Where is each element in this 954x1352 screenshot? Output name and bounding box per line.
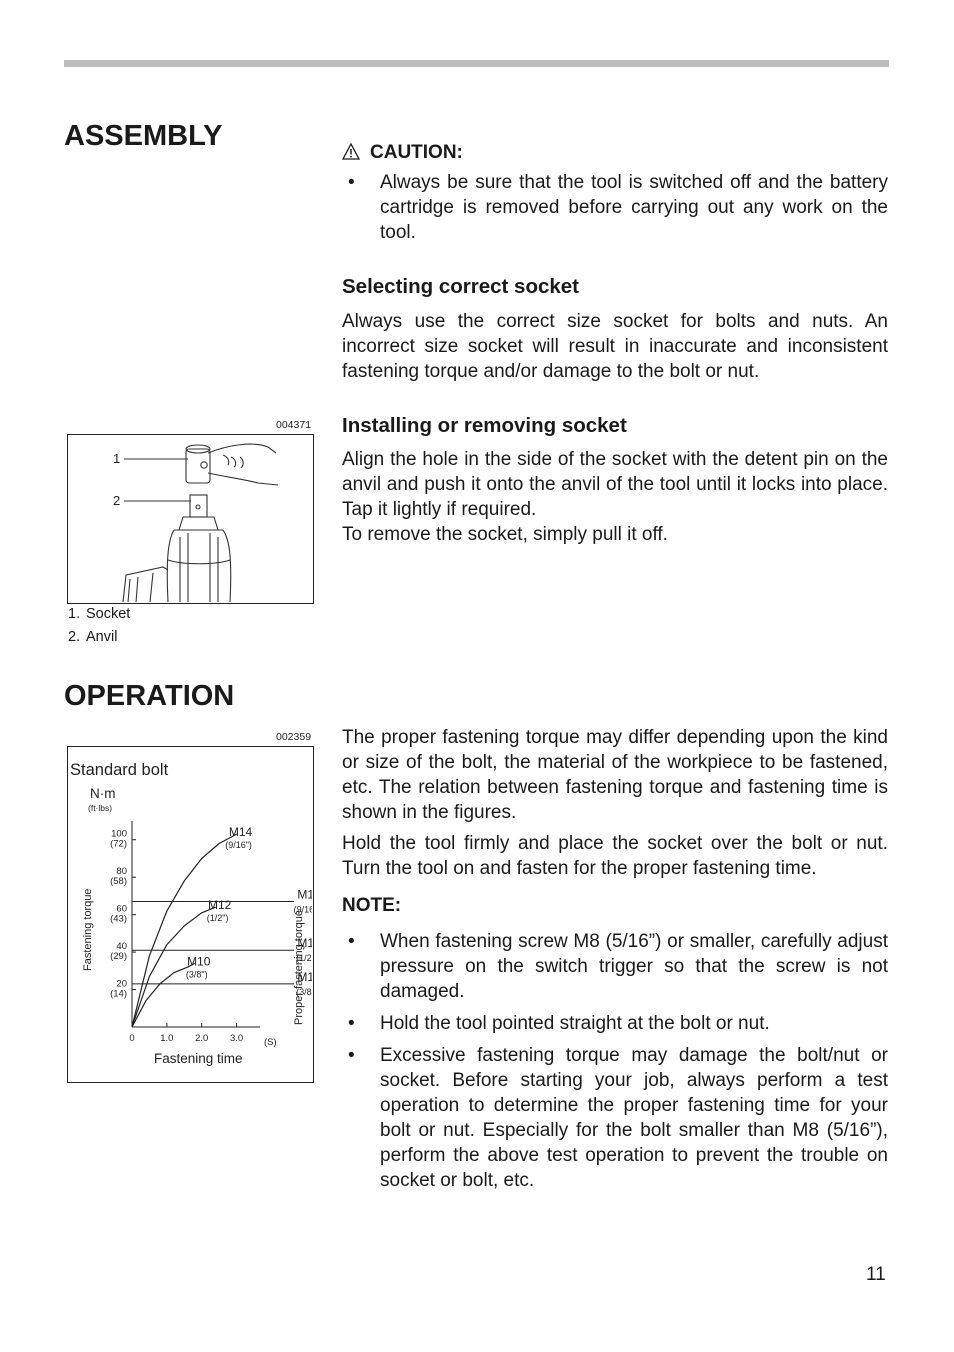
y-unit: N·m	[90, 786, 116, 801]
caution-label: CAUTION:	[342, 142, 463, 164]
callout-2: 2	[113, 493, 121, 508]
series-label: M12	[207, 898, 232, 913]
proper-torque-label: M1	[297, 887, 312, 902]
y-tick-sublabel: (29)	[110, 951, 127, 963]
chart-title: Standard bolt	[70, 761, 169, 779]
note-item: • Excessive fastening torque may damage the bolt/nut or socket. Before starting your job, always perform a test operation to determine the proper fastening time for your bolt or nut. Especially for the bolt smaller than M8 (5/16”), perform the above test operation to prevent the trouble on socket or bolt, etc.	[348, 1045, 888, 1191]
note-item: • Hold the tool pointed straight at the bolt or nut.	[348, 1013, 770, 1034]
x-tick-label: 3.0	[229, 1033, 244, 1044]
y-tick-label: 80	[116, 866, 127, 878]
socket-anvil-drawing	[68, 435, 312, 602]
x-tick-label: 0	[129, 1033, 135, 1044]
torque-chart	[67, 746, 314, 1083]
figure-id: 004371	[276, 419, 312, 431]
y-axis-label: Fastening torque	[82, 888, 94, 971]
bullet-icon: •	[348, 1045, 355, 1066]
right-axis-label: Proper fastening torque	[293, 910, 305, 1025]
series-sublabel: (1/2")	[206, 913, 229, 924]
operation-heading: OPERATION	[64, 680, 235, 712]
page-number: 11	[866, 1264, 886, 1285]
x-tick-label: 2.0	[195, 1033, 209, 1044]
bullet-icon: •	[348, 931, 355, 952]
installing-socket-heading: Installing or removing socket	[342, 414, 627, 437]
series-sublabel: (3/8")	[185, 969, 208, 980]
header-rule	[64, 60, 889, 67]
y-tick-sublabel: (58)	[110, 876, 127, 888]
series-sublabel: (9/16")	[225, 840, 252, 851]
series-label: M10	[187, 954, 211, 969]
bullet-icon: •	[348, 1013, 355, 1034]
y-tick-label: 40	[116, 941, 127, 953]
warning-triangle-icon	[342, 143, 360, 160]
x-axis-label: Fastening time	[154, 1051, 243, 1066]
note-item: • When fastening screw M8 (5/16”) or smaller, carefully adjust pressure on the switch trigger so that the screw is not damaged.	[348, 931, 888, 1002]
callout-1: 1	[113, 451, 121, 466]
proper-torque-label: M1	[297, 936, 312, 951]
figure-id: 002359	[276, 731, 312, 743]
legend-item: 1. Socket	[68, 606, 131, 622]
proper-torque-sublabel: (1/2	[296, 953, 312, 964]
assembly-heading: ASSEMBLY	[64, 120, 223, 152]
proper-torque-label: M1	[297, 969, 312, 984]
selecting-socket-text: Always use the correct size socket for bolts and nuts. An incorrect size socket will result in inaccurate and inconsistent fastening torque and/or damage to the bolt or nut.	[342, 311, 888, 382]
legend-item: 2. Anvil	[68, 629, 118, 645]
torque-chart-svg	[68, 747, 312, 1081]
proper-torque-sublabel: (3/8	[296, 986, 312, 997]
socket-illustration	[67, 434, 314, 604]
note-label: NOTE:	[342, 895, 402, 916]
x-unit: (S)	[264, 1037, 277, 1048]
operation-text-1: The proper fastening torque may differ depending upon the kind or size of the bolt, the material of the workpiece to be fastened, etc. The relation between fastening torque and fastening time is shown in the figures.	[342, 727, 888, 823]
x-tick-label: 1.0	[160, 1033, 174, 1044]
y-tick-sublabel: (14)	[110, 988, 127, 1000]
series-label: M14	[228, 825, 253, 840]
y-tick-sublabel: (43)	[110, 913, 127, 925]
proper-torque-sublabel: (9/16	[293, 904, 312, 915]
installing-socket-text: Align the hole in the side of the socket with the detent pin on the anvil and push it onto the anvil of the tool until it locks into place. Tap it lightly if required. To remove the socket, simply pull it off.	[342, 449, 888, 545]
selecting-socket-heading: Selecting correct socket	[342, 275, 579, 298]
y-unit-sub: (ft·lbs)	[88, 803, 113, 813]
y-tick-label: 100	[111, 828, 127, 840]
y-tick-label: 60	[116, 903, 127, 915]
y-tick-sublabel: (72)	[110, 838, 127, 850]
caution-item: • Always be sure that the tool is switched off and the battery cartridge is removed before carrying out any work on the tool.	[348, 172, 888, 243]
bullet-icon: •	[348, 172, 355, 193]
operation-text-2: Hold the tool firmly and place the socket over the bolt or nut. Turn the tool on and fasten for the proper fastening time.	[342, 833, 888, 879]
y-tick-label: 20	[116, 978, 127, 990]
